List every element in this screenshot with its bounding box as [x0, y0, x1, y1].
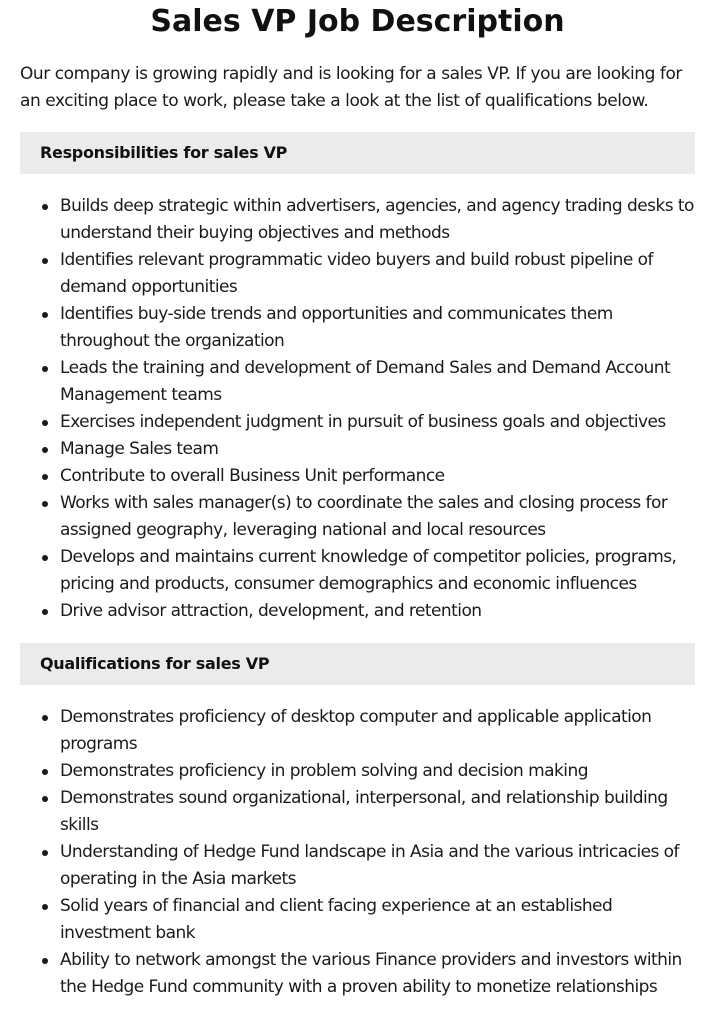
list-item: Drive advisor attraction, development, and retention — [60, 598, 695, 625]
list-item: Ability to network amongst the various Finance providers and investors within the Hedge Fund community with a proven ability to monetize relationships — [60, 947, 695, 1001]
intro-paragraph: Our company is growing rapidly and is looking for a sales VP. If you are looking for an exciting place to work, please take a look at the list of qualifications below. — [20, 64, 682, 111]
list-item: Demonstrates proficiency of desktop computer and applicable application programs — [60, 704, 695, 758]
qualifications-heading: Qualifications for sales VP — [20, 643, 695, 685]
list-item: Exercises independent judgment in pursuit of business goals and objectives — [60, 409, 695, 436]
list-item: Understanding of Hedge Fund landscape in Asia and the various intricacies of operating in the Asia markets — [60, 839, 695, 893]
list-item: Contribute to overall Business Unit performance — [60, 463, 695, 490]
list-item: Builds deep strategic within advertisers, agencies, and agency trading desks to understand their buying objectives and methods — [60, 193, 695, 247]
list-item: Develops and maintains current knowledge of competitor policies, programs, pricing and products, consumer demographics and economic influences — [60, 544, 695, 598]
list-item: Demonstrates sound organizational, interpersonal, and relationship building skills — [60, 785, 695, 839]
list-item: Identifies buy-side trends and opportunities and communicates them throughout the organization — [60, 301, 695, 355]
list-item: Manage Sales team — [60, 436, 695, 463]
list-item: Leads the training and development of Demand Sales and Demand Account Management teams — [60, 355, 695, 409]
responsibilities-list — [20, 193, 695, 625]
list-item: Demonstrates proficiency in problem solving and decision making — [60, 758, 695, 785]
responsibilities-heading: Responsibilities for sales VP — [20, 132, 695, 174]
page-title: Sales VP Job Description — [150, 4, 565, 39]
list-item: Identifies relevant programmatic video buyers and build robust pipeline of demand opportunities — [60, 247, 695, 301]
qualifications-list — [20, 704, 695, 1001]
list-item: Works with sales manager(s) to coordinate the sales and closing process for assigned geography, leveraging national and local resources — [60, 490, 695, 544]
list-item: Solid years of financial and client facing experience at an established investment bank — [60, 893, 695, 947]
